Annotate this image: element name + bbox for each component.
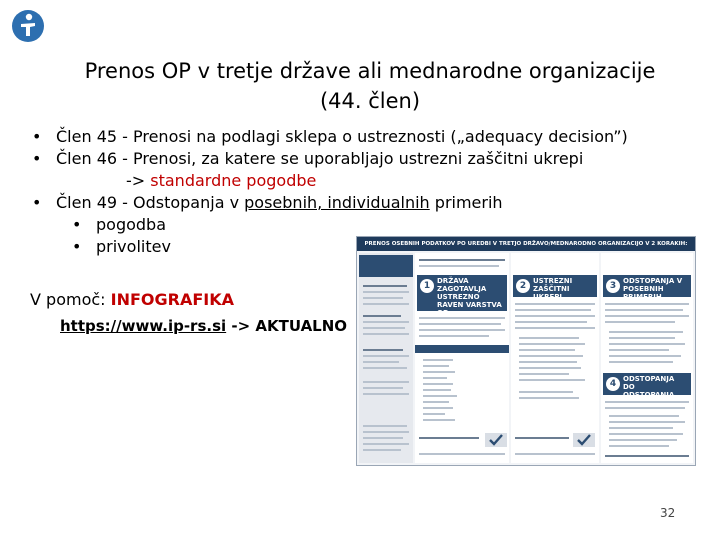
bullet-dot: • bbox=[32, 149, 42, 168]
bullet-dot: • bbox=[72, 237, 82, 256]
infographic-label: INFOGRAFIKA bbox=[110, 290, 234, 309]
infographic-box-1: 1 DRŽAVA ZAGOTAVLJA USTREZNO RAVEN VARSTVA OP bbox=[417, 275, 507, 311]
underlined-text: posebnih, individualnih bbox=[244, 193, 430, 212]
bullet-item-46-detail: -> standardne pogodbe bbox=[126, 171, 317, 190]
infographic-column-a bbox=[359, 253, 413, 463]
bullet-dot: • bbox=[32, 127, 42, 146]
bullet-item-49: • Člen 49 - Odstopanja v posebnih, individualnih primerih bbox=[32, 193, 503, 212]
infographic-column-d bbox=[601, 253, 693, 463]
checkmark-icon bbox=[485, 433, 507, 447]
bullet-dot: • bbox=[72, 215, 82, 234]
infographic-box-2: 2 USTREZNI ZAŠČITNI UKREPI bbox=[513, 275, 597, 297]
bullet-item-46: • Člen 46 - Prenosi, za katere se uporabljajo ustrezni zaščitni ukrepi bbox=[32, 149, 584, 168]
checkmark-icon bbox=[573, 433, 595, 447]
sub-item-contract: • pogodba bbox=[72, 215, 167, 234]
page-number: 32 bbox=[660, 506, 676, 520]
infographic-header: PRENOS OSEBNIH PODATKOV PO UREDBI V TRETJO DRŽAVO/MEDNARODNO ORGANIZACIJO V 2 KORAKIH: bbox=[357, 237, 695, 251]
standard-contracts-text: standardne pogodbe bbox=[150, 171, 317, 190]
sub-item-consent: • privolitev bbox=[72, 237, 171, 256]
help-line: V pomoč: INFOGRAFIKA bbox=[30, 290, 234, 309]
infographic-box-3: 3 ODSTOPANJA V POSEBNIH PRIMERIH bbox=[603, 275, 691, 297]
bullet-dot: • bbox=[32, 193, 42, 212]
infographic-column-b bbox=[415, 253, 509, 463]
page-title bbox=[30, 56, 710, 116]
logo-figure-icon bbox=[8, 6, 48, 46]
infographic-bar bbox=[359, 255, 413, 277]
title-line2: (44. člen) bbox=[319, 89, 421, 113]
ip-logo bbox=[8, 6, 48, 46]
infographic-image bbox=[356, 236, 696, 466]
link-line: https://www.ip-rs.si -> AKTUALNO bbox=[60, 317, 348, 335]
ip-rs-link[interactable]: https://www.ip-rs.si bbox=[60, 317, 227, 335]
infographic-column-c bbox=[511, 253, 599, 463]
title-line1: Prenos OP v tretje države ali mednarodne organizacije bbox=[84, 59, 656, 83]
bullet-item-45: • Člen 45 - Prenosi na podlagi sklepa o ustreznosti („adequacy decision”) bbox=[32, 127, 628, 146]
infographic-box-4: 4 ODSTOPANJA DO ODSTOPANJA bbox=[603, 373, 691, 395]
